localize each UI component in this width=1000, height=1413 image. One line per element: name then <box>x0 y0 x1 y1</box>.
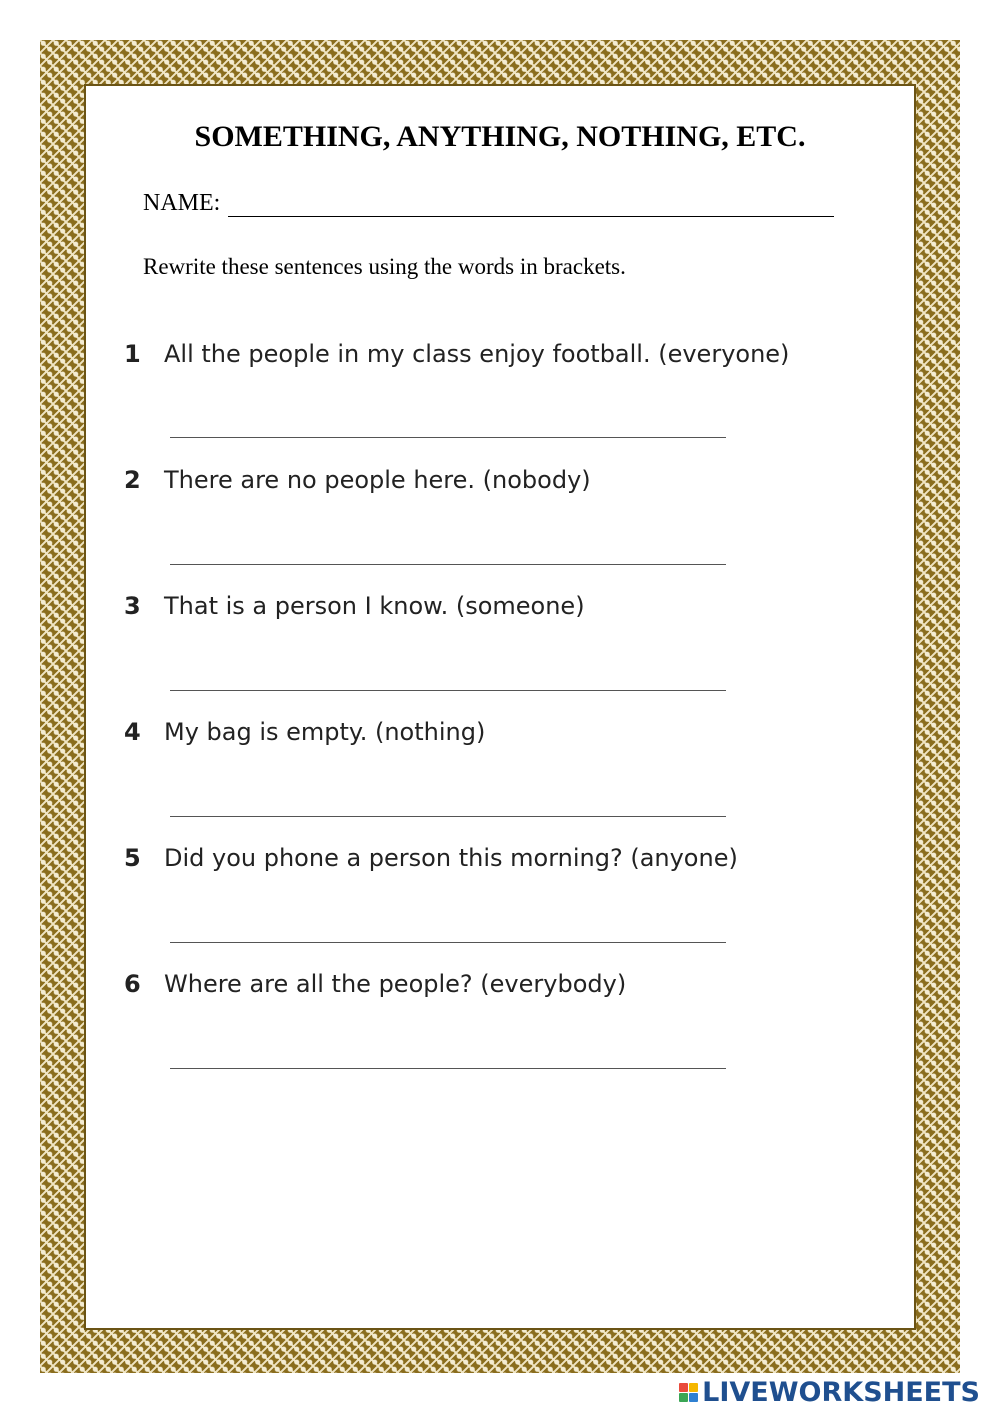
question-number: 1 <box>124 340 141 368</box>
answer-line-1[interactable] <box>170 437 726 438</box>
footer-brand <box>679 1377 980 1408</box>
question-text: Where are all the people? (everybody) <box>164 970 627 998</box>
question-number: 5 <box>124 844 141 872</box>
question-text: My bag is empty. (nothing) <box>164 718 486 746</box>
question-2 <box>124 466 591 494</box>
liveworksheets-logo-icon <box>679 1383 698 1402</box>
answer-line-6[interactable] <box>170 1068 726 1069</box>
question-text: Did you phone a person this morning? (anyone) <box>164 844 738 872</box>
question-number: 2 <box>124 466 141 494</box>
question-5 <box>124 844 738 872</box>
question-number: 3 <box>124 592 141 620</box>
question-number: 6 <box>124 970 141 998</box>
question-6 <box>124 970 626 998</box>
question-text: That is a person I know. (someone) <box>164 592 585 620</box>
name-label: NAME: <box>143 190 221 216</box>
question-1 <box>124 340 789 368</box>
question-4 <box>124 718 485 746</box>
question-number: 4 <box>124 718 141 746</box>
name-field[interactable] <box>228 190 834 217</box>
answer-line-2[interactable] <box>170 564 726 565</box>
question-text: All the people in my class enjoy football. (everyone) <box>164 340 790 368</box>
worksheet-title: SOMETHING, ANYTHING, NOTHING, ETC. <box>194 120 806 153</box>
question-text: There are no people here. (nobody) <box>164 466 591 494</box>
brand-name: LIVEWORKSHEETS <box>702 1377 980 1408</box>
instruction-text: Rewrite these sentences using the words in brackets. <box>143 254 626 279</box>
answer-line-4[interactable] <box>170 816 726 817</box>
answer-line-5[interactable] <box>170 942 726 943</box>
name-row <box>143 190 834 217</box>
question-3 <box>124 592 585 620</box>
answer-line-3[interactable] <box>170 690 726 691</box>
